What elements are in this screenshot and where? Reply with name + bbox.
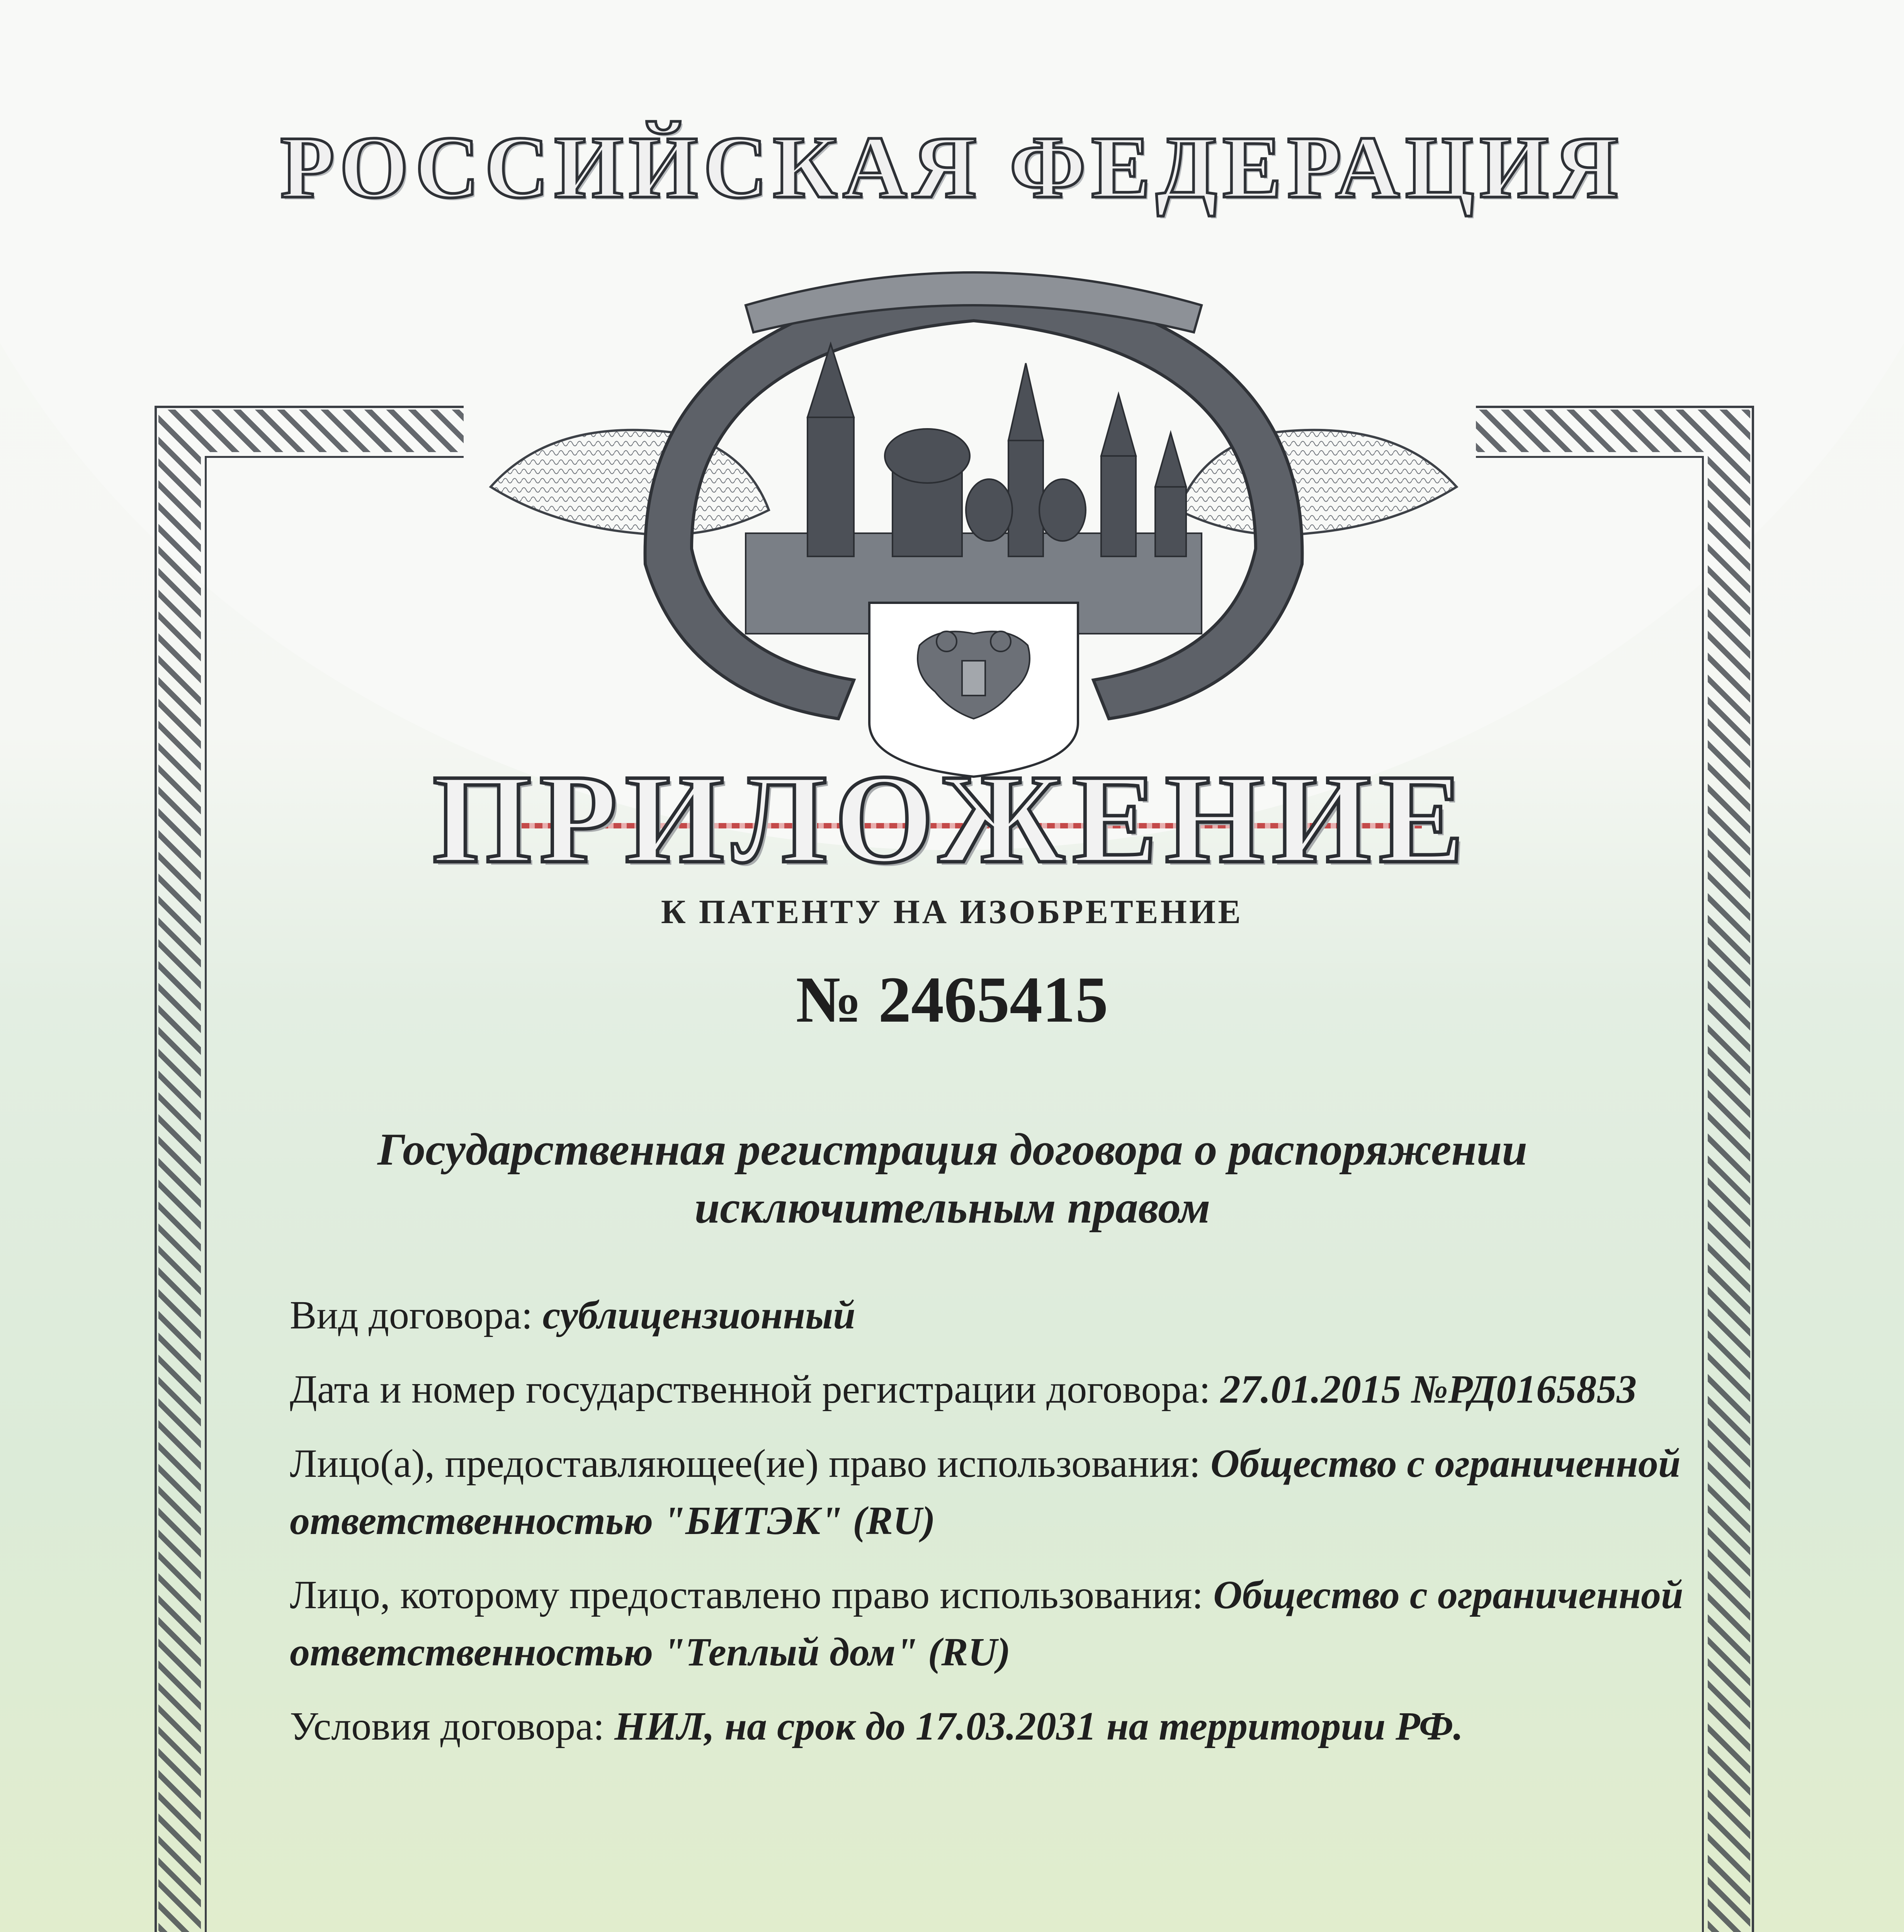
contract-details — [290, 1287, 1719, 1772]
kremlin-emblem-icon — [475, 216, 1472, 781]
registration-label: Дата и номер государственной регистрации договора: — [290, 1367, 1210, 1412]
terms-value: НИЛ, на срок до 17.03.2031 на территории РФ. — [614, 1704, 1464, 1748]
terms-label: Условия договора: — [290, 1704, 605, 1748]
grantor-label: Лицо(а), предоставляющее(ие) право использования: — [290, 1441, 1200, 1486]
grantor-value: Общество с ограниченной ответственностью "БИТЭК" (RU) — [290, 1441, 1681, 1543]
patent-number: № 2465415 — [796, 963, 1108, 1036]
document-title-line1: Государственная регистрация договора о распоряжении — [377, 1124, 1528, 1175]
document-title-line2: исключительным правом — [694, 1182, 1210, 1233]
contract-type-value: сублицензионный — [542, 1293, 856, 1337]
right-wing-ornament — [1178, 430, 1457, 535]
contract-type-row — [290, 1287, 1719, 1344]
left-wing-ornament — [491, 430, 769, 535]
contract-type-label: Вид договора: — [290, 1293, 533, 1337]
grantee-label: Лицо, которому предоставлено право использования: — [290, 1573, 1204, 1617]
document-type-heading: ПРИЛОЖЕНИЕ — [432, 748, 1472, 889]
grantee-value: Общество с ограниченной ответственностью "Теплый дом" (RU) — [290, 1573, 1683, 1674]
grantee-row — [290, 1566, 1719, 1681]
registration-row — [290, 1361, 1719, 1418]
terms-row — [290, 1698, 1719, 1755]
country-heading: РОССИЙСКАЯ ФЕДЕРАЦИЯ — [280, 118, 1624, 216]
document-subtitle: К ПАТЕНТУ НА ИЗОБРЕТЕНИЕ — [661, 893, 1243, 931]
kremlin-skyline — [746, 344, 1202, 634]
document-title — [270, 1121, 1634, 1236]
grantor-row — [290, 1435, 1719, 1549]
registration-value: 27.01.2015 №РД0165853 — [1220, 1367, 1637, 1412]
